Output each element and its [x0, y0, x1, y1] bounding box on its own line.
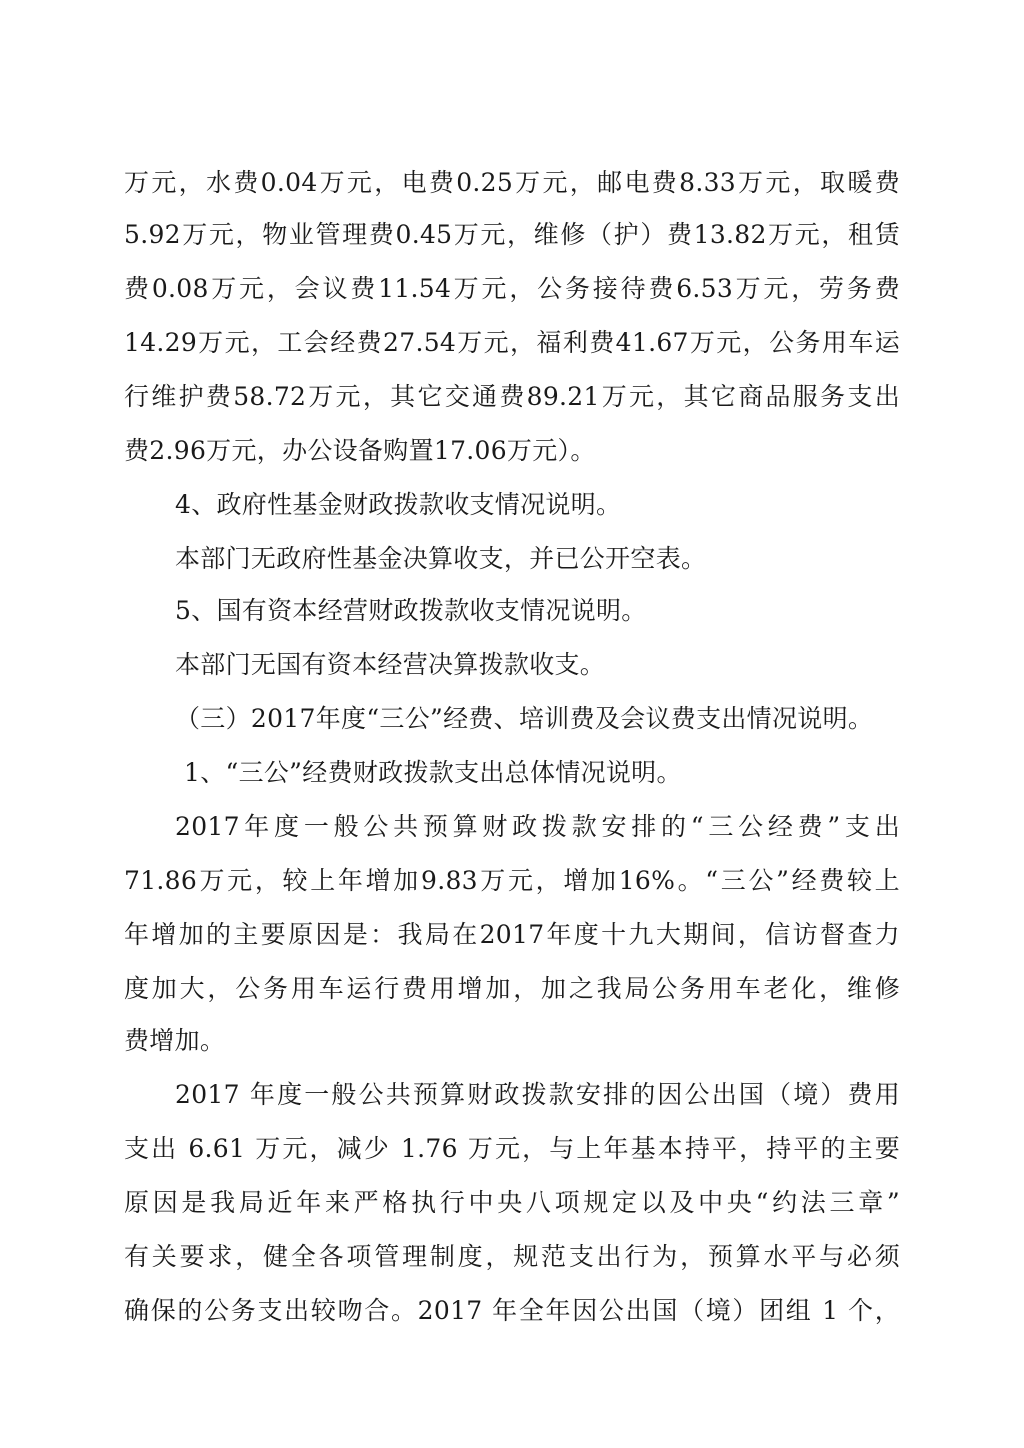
text-line-21: 有关要求，健全各项管理制度，规范支出行为，预算水平与必须	[124, 1242, 900, 1271]
subsection-heading-1: 1、“三公”经费财政拨款支出总体情况说明。	[184, 758, 682, 787]
text-line-2: 5.92万元，物业管理费0.45万元，维修（护）费13.82万元，租赁	[124, 220, 900, 249]
text-line-17: 费增加。	[124, 1026, 226, 1055]
text-line-8: 本部门无政府性基金决算收支，并已公开空表。	[175, 544, 707, 573]
section-heading-5: 5、国有资本经营财政拨款收支情况说明。	[175, 596, 647, 625]
text-line-22: 确保的公务支出较吻合。2017 年全年因公出国（境）团组 1 个，	[124, 1296, 900, 1325]
text-line-19: 支出 6.61 万元，减少 1.76 万元，与上年基本持平，持平的主要	[124, 1134, 900, 1163]
text-line-20: 原因是我局近年来严格执行中央八项规定以及中央“约法三章”	[124, 1188, 900, 1217]
text-line-13: 2017年度一般公共预算财政拨款安排的“三公经费”支出	[175, 812, 900, 841]
text-line-3: 费0.08万元，会议费11.54万元，公务接待费6.53万元，劳务费	[124, 274, 900, 303]
text-line-14: 71.86万元，较上年增加9.83万元，增加16%。“三公”经费较上	[124, 866, 900, 895]
text-line-10: 本部门无国有资本经营决算拨款收支。	[175, 650, 606, 679]
text-line-18: 2017 年度一般公共预算财政拨款安排的因公出国（境）费用	[175, 1080, 900, 1109]
text-line-1: 万元，水费0.04万元，电费0.25万元，邮电费8.33万元，取暖费	[124, 168, 900, 197]
section-heading-3: （三）2017年度“三公”经费、培训费及会议费支出情况说明。	[175, 704, 874, 733]
text-line-15: 年增加的主要原因是：我局在2017年度十九大期间，信访督查力	[124, 920, 900, 949]
text-line-4: 14.29万元，工会经费27.54万元，福利费41.67万元，公务用车运	[124, 328, 900, 357]
section-heading-4: 4、政府性基金财政拨款收支情况说明。	[175, 490, 622, 519]
text-line-16: 度加大，公务用车运行费用增加，加之我局公务用车老化，维修	[124, 974, 900, 1003]
text-line-6: 费2.96万元，办公设备购置17.06万元）。	[124, 436, 596, 465]
text-line-5: 行维护费58.72万元，其它交通费89.21万元，其它商品服务支出	[124, 382, 900, 411]
